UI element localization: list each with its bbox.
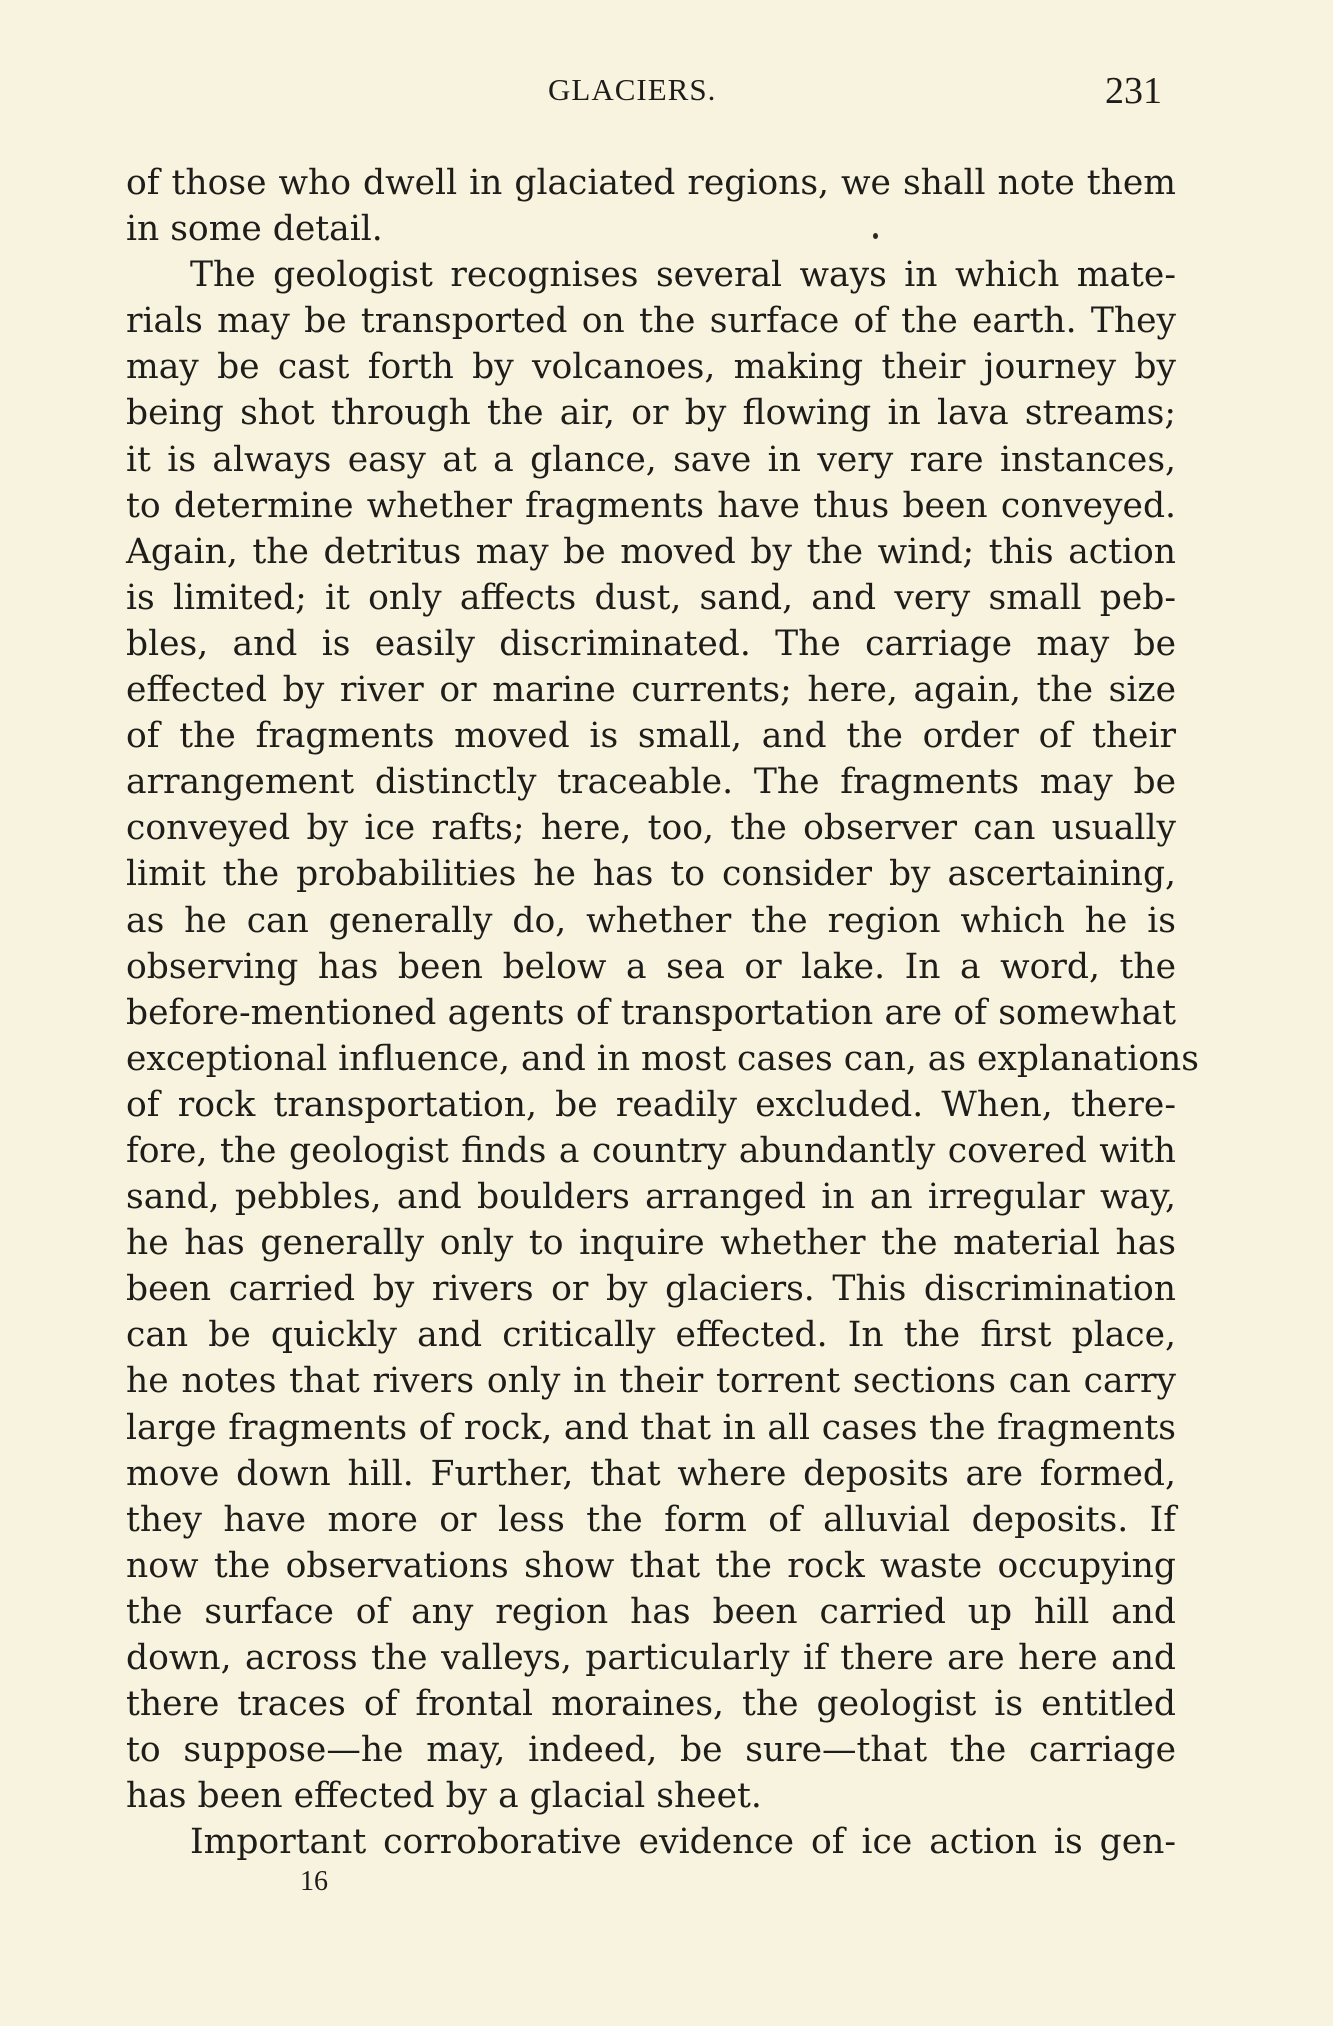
text-line: now the observations show that the rock waste occupying bbox=[126, 1545, 1176, 1586]
text-line: he notes that rivers only in their torrent sections can carry bbox=[126, 1361, 1176, 1402]
text-line: being shot through the air, or by flowing in lava streams; bbox=[126, 393, 1176, 434]
text-line: observing has been below a sea or lake. In a word, the bbox=[126, 946, 1176, 987]
text-line: bles, and is easily discriminated. The carriage may be bbox=[126, 623, 1176, 664]
text-line: to suppose—he may, indeed, be sure—that the carriage bbox=[126, 1730, 1176, 1771]
text-line: fore, the geologist finds a country abundantly covered with bbox=[126, 1130, 1176, 1171]
text-line: Important corroborative evidence of ice action is gen- bbox=[190, 1822, 1176, 1863]
ink-speck bbox=[873, 233, 878, 239]
text-line: they have more or less the form of alluvial deposits. If bbox=[126, 1499, 1176, 1540]
text-line: sand, pebbles, and boulders arranged in an irregular way, bbox=[126, 1177, 1176, 1218]
text-line: The geologist recognises several ways in which mate- bbox=[190, 255, 1176, 296]
running-title: GLACIERS. bbox=[548, 72, 717, 107]
text-line: of the fragments moved is small, and the order of their bbox=[126, 716, 1176, 757]
text-line: can be quickly and critically effected. In the first place, bbox=[126, 1315, 1176, 1356]
text-line: may be cast forth by volcanoes, making their journey by bbox=[126, 347, 1176, 388]
text-line: limit the probabilities he has to consider by ascertaining, bbox=[126, 854, 1176, 895]
text-line: the surface of any region has been carried up hill and bbox=[126, 1591, 1176, 1632]
page-number: 231 bbox=[1105, 70, 1162, 112]
text-line: rials may be transported on the surface of the earth. They bbox=[126, 301, 1176, 342]
running-head bbox=[0, 72, 1333, 116]
text-line: large fragments of rock, and that in all cases the fragments bbox=[126, 1407, 1176, 1448]
text-line: exceptional influence, and in most cases can, as explanations bbox=[126, 1038, 1199, 1079]
text-line: effected by river or marine currents; here, again, the size bbox=[126, 670, 1176, 711]
text-line: is limited; it only affects dust, sand, and very small peb- bbox=[126, 577, 1176, 618]
text-line: there traces of frontal moraines, the geologist is entitled bbox=[126, 1684, 1176, 1725]
text-line: arrangement distinctly traceable. The fragments may be bbox=[126, 762, 1176, 803]
signature-mark: 16 bbox=[300, 1866, 328, 1897]
text-line: of rock transportation, be readily excluded. When, there- bbox=[126, 1084, 1176, 1125]
body-text bbox=[126, 160, 1199, 1865]
text-line: as he can generally do, whether the region which he is bbox=[126, 900, 1176, 941]
text-line: down, across the valleys, particularly if there are here and bbox=[126, 1638, 1176, 1678]
text-line: before-mentioned agents of transportation are of somewhat bbox=[126, 992, 1176, 1033]
text-line: has been effected by a glacial sheet. bbox=[126, 1776, 762, 1817]
text-line: move down hill. Further, that where deposits are formed, bbox=[126, 1453, 1176, 1494]
text-line: in some detail. bbox=[126, 209, 383, 250]
text-line: he has generally only to inquire whether the material has bbox=[126, 1223, 1176, 1264]
text-line: to determine whether fragments have thus been conveyed. bbox=[126, 485, 1176, 526]
text-line: of those who dwell in glaciated regions, we shall note them bbox=[126, 163, 1176, 203]
text-line: it is always easy at a glance, save in very rare instances, bbox=[126, 439, 1176, 480]
text-line: Again, the detritus may be moved by the wind; this action bbox=[126, 531, 1176, 572]
text-line: conveyed by ice rafts; here, too, the observer can usually bbox=[126, 808, 1176, 849]
text-line: been carried by rivers or by glaciers. This discrimination bbox=[126, 1269, 1176, 1310]
